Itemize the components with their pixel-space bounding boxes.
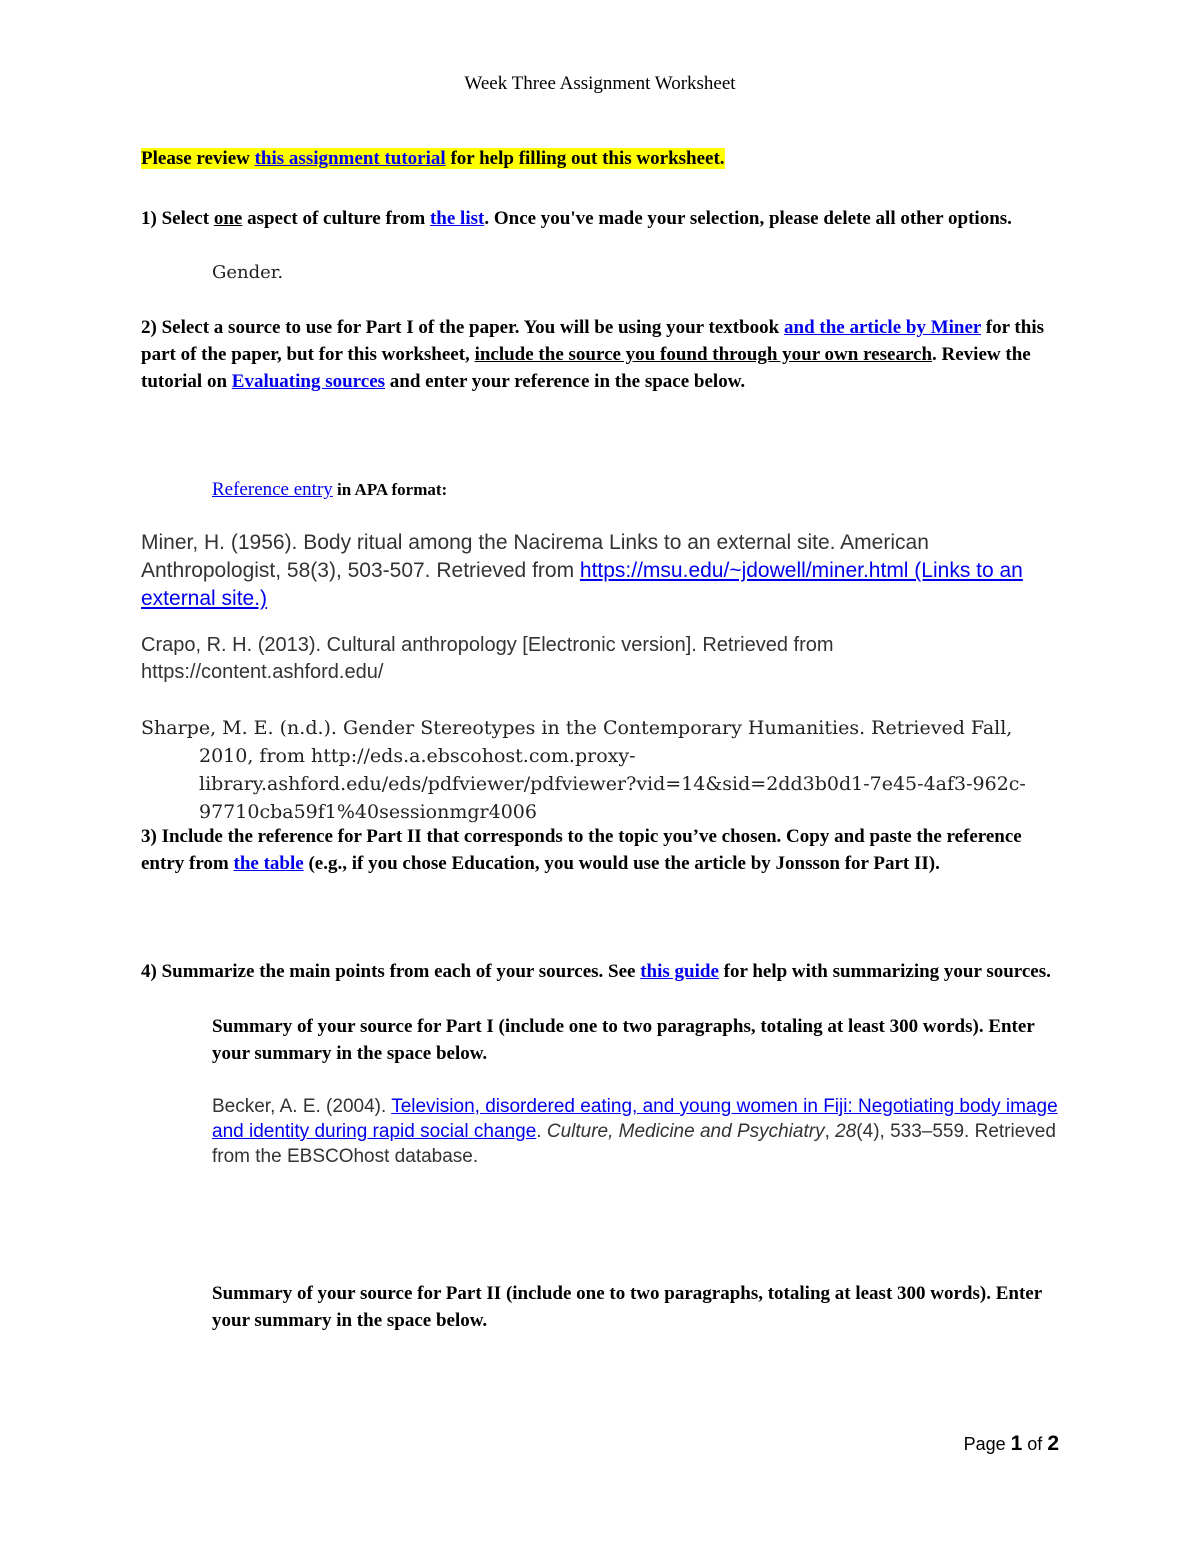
assignment-tutorial-link[interactable]: this assignment tutorial — [254, 148, 446, 169]
summary-part1-instruction: Summary of your source for Part I (include one to two paragraphs, totaling at least 300 words). Enter your summary in the space below. — [212, 1016, 1035, 1064]
q4-prefix: 4) Summarize the main points from each of your sources. See — [141, 961, 641, 982]
q4-suffix: for help with summarizing your sources. — [718, 961, 1051, 982]
page-title: Week Three Assignment Worksheet — [464, 73, 736, 94]
q1-one: one — [213, 208, 243, 229]
q2-mid1: for this part of the paper, but for this worksheet, — [141, 317, 1044, 365]
miner-url-link[interactable]: https://msu.edu/~jdowell/miner.html (Links to an external site.) — [141, 559, 1023, 610]
footer-total: 2 — [1047, 1432, 1059, 1455]
miner-reference-text: Miner, H. (1956). Body ritual among the Nacirema Links to an external site. American Anthropologist, 58(3), 503-507. Retrieved from — [141, 531, 929, 582]
becker-volume: 28 — [835, 1121, 857, 1142]
becker-prefix: Becker, A. E. (2004). — [212, 1096, 392, 1117]
becker-comma: , — [824, 1121, 836, 1142]
becker-mid: . — [536, 1121, 547, 1142]
footer-page-word: Page — [963, 1434, 1011, 1454]
footer-of-word: of — [1022, 1434, 1048, 1454]
summary-part2-instruction: Summary of your source for Part II (include one to two paragraphs, totaling at least 300 words). Enter your summary in the space below. — [212, 1283, 1042, 1331]
intro-suffix: for help filling out this worksheet. — [445, 148, 725, 169]
question-4 — [141, 958, 1061, 985]
q1-suffix: . Once you've made your selection, please delete all other options. — [484, 208, 1012, 229]
q3-prefix: 3) Include the reference for Part II that corresponds to the topic you’ve chosen. Copy and paste the reference entry from — [141, 826, 1022, 874]
footer-page-num: 1 — [1010, 1432, 1023, 1455]
q2-suffix: and enter your reference in the space below. — [385, 371, 746, 392]
miner-article-link[interactable]: and the article by Miner — [784, 317, 982, 338]
becker-journal: Culture, Medicine and Psychiatry — [546, 1121, 825, 1142]
reference-entry-link[interactable]: Reference entry — [212, 479, 333, 500]
q3-suffix: (e.g., if you chose Education, you would use the article by Jonsson for Part II). — [303, 853, 940, 874]
question-2 — [141, 314, 1061, 395]
this-guide-link[interactable]: this guide — [640, 961, 719, 982]
reference-heading — [212, 476, 1132, 503]
sharpe-reference[interactable]: Sharpe, M. E. (n.d.). Gender Stereotypes in the Contemporary Humanities. Retrieved Fall, 2010, from http://eds.a.ebscohost.com.proxy-library.ashford.edu/eds/pdfviewer/pdfviewer?vid=14&sid=2dd3b0d1-7e45-4af3-962c-97710cba59f1%40sessionmgr4006 — [141, 717, 1026, 823]
question-3 — [141, 823, 1061, 877]
miner-reference[interactable] — [141, 529, 1061, 613]
becker-article-link[interactable]: Television, disordered eating, and young women in Fiji: Negotiating body image and identity during rapid social change — [212, 1096, 1058, 1142]
becker-suffix: (4), 533–559. Retrieved from the EBSCOhost database. — [212, 1121, 1056, 1167]
reference-heading-suffix: in APA format: — [332, 480, 448, 499]
q1-prefix: 1) Select — [141, 208, 214, 229]
q2-prefix: 2) Select a source to use for Part I of the paper. You will be using your textbook — [141, 317, 784, 338]
q2-own-research: include the source you found through your own research — [474, 344, 933, 365]
evaluating-sources-link[interactable]: Evaluating sources — [231, 371, 386, 392]
becker-reference[interactable] — [212, 1094, 1072, 1169]
the-list-link[interactable]: the list — [429, 208, 485, 229]
intro-highlight — [141, 148, 725, 169]
page-number-footer — [964, 1432, 1059, 1456]
question-1 — [141, 205, 1061, 232]
q1-answer[interactable]: Gender. — [212, 262, 284, 283]
crapo-reference[interactable]: Crapo, R. H. (2013). Cultural anthropology [Electronic version]. Retrieved from https://content.ashford.edu/ — [141, 634, 834, 683]
the-table-link[interactable]: the table — [233, 853, 304, 874]
intro-prefix: Please review — [141, 148, 255, 169]
q2-mid2: . Review the tutorial on — [141, 344, 1031, 392]
q1-mid: aspect of culture from — [242, 208, 430, 229]
intro-instruction — [141, 145, 1061, 172]
